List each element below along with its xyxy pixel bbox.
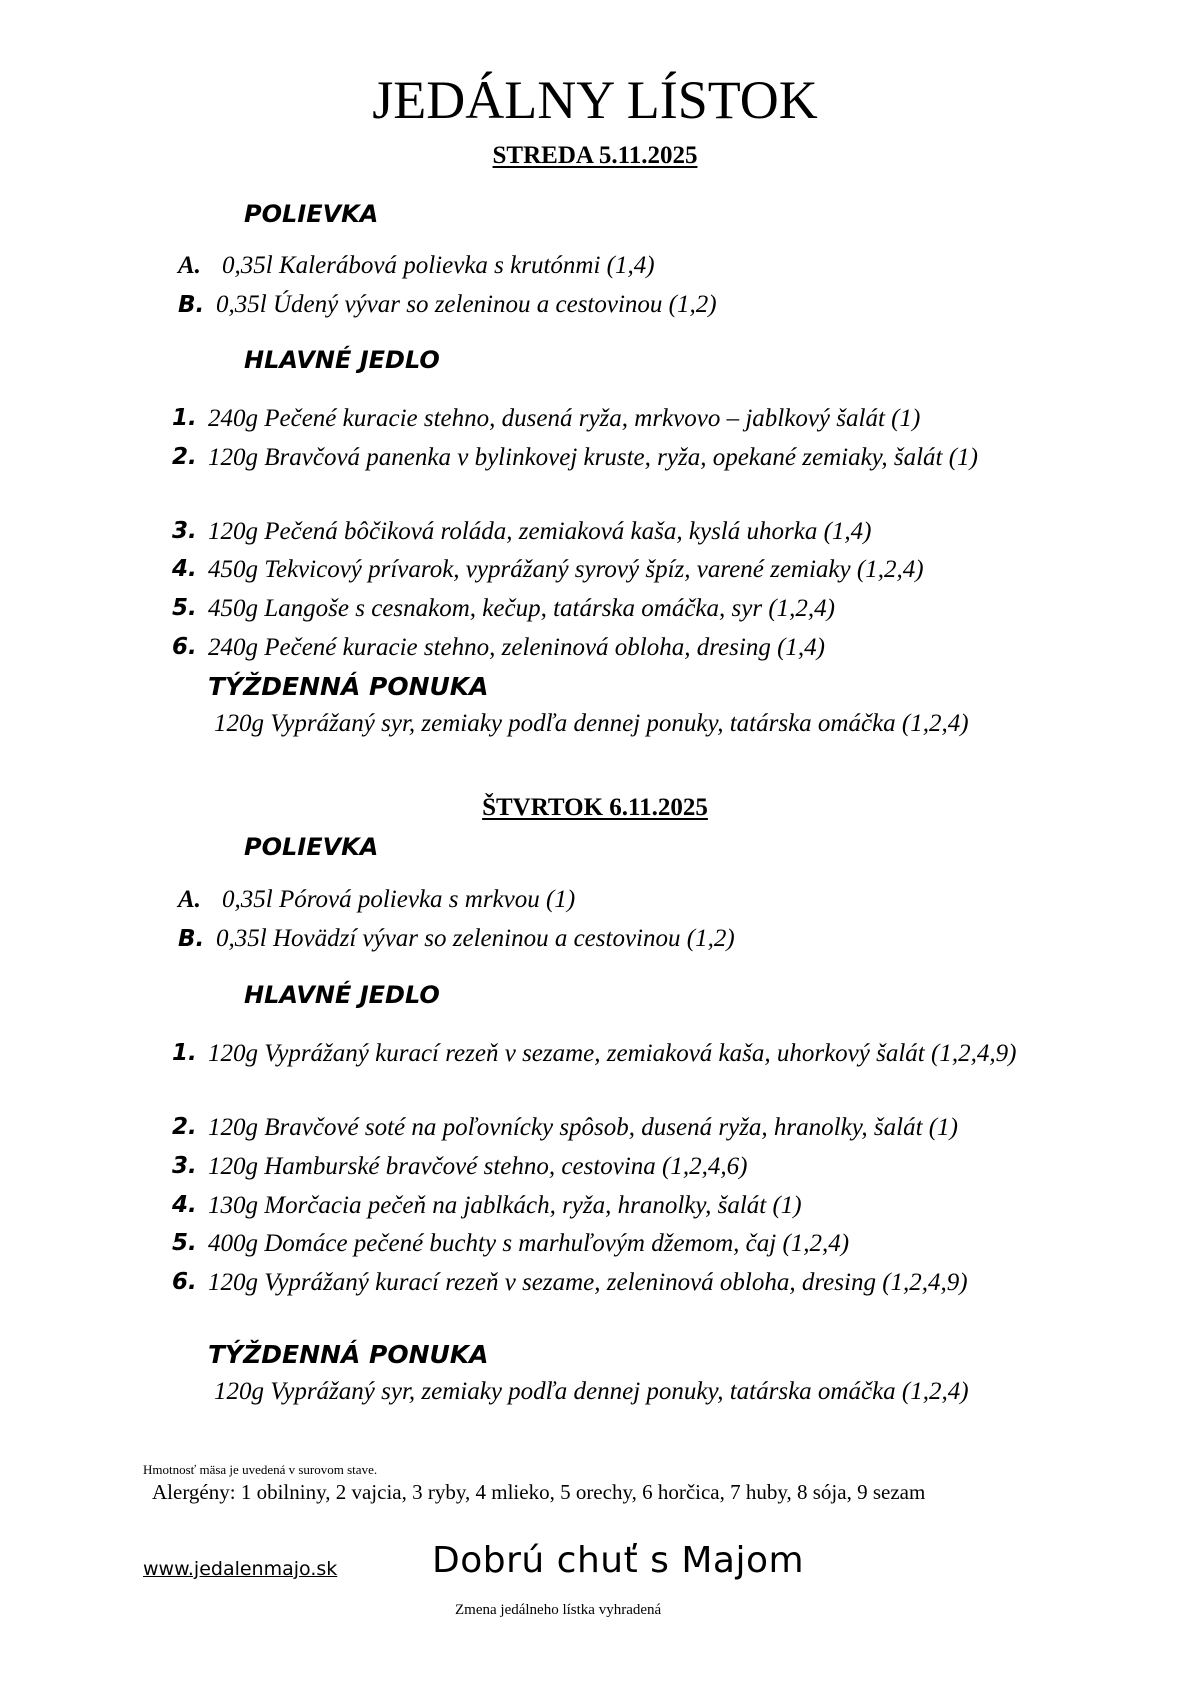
main-marker: 6. (172, 634, 197, 660)
main-marker: 2. (172, 1114, 197, 1140)
main-marker: 5. (172, 1230, 197, 1256)
website-link[interactable]: www.jedalenmajo.sk (143, 1558, 338, 1580)
day-heading-wednesday: STREDA 5.11.2025 (492, 142, 698, 169)
main-item: 120g Bravčová panenka v bylinkovej kruste, ryža, opekané zemiaky, šalát (1) (208, 444, 978, 471)
slogan: Dobrú chuť s Majom (432, 1540, 805, 1581)
soup-heading: POLIEVKA (244, 833, 379, 861)
weekly-heading: TÝŽDENNÁ PONUKA (208, 672, 489, 701)
soup-marker: A. (178, 886, 201, 913)
main-marker: 5. (172, 595, 197, 621)
main-item: 130g Morčacia pečeň na jablkách, ryža, hranolky, šalát (1) (208, 1192, 802, 1219)
main-item: 240g Pečené kuracie stehno, zeleninová obloha, dresing (1,4) (208, 634, 825, 661)
main-item: 120g Pečená bôčiková roláda, zemiaková kaša, kyslá uhorka (1,4) (208, 518, 872, 545)
main-item: 120g Bravčové soté na poľovnícky spôsob, dusená ryža, hranolky, šalát (1) (208, 1114, 958, 1141)
main-heading: HLAVNÉ JEDLO (244, 981, 440, 1009)
main-item: 450g Langoše s cesnakom, kečup, tatárska omáčka, syr (1,2,4) (208, 595, 835, 622)
meat-weight-note: Hmotnosť mäsa je uvedená v surovom stave. (143, 1462, 378, 1477)
weekly-item: 120g Vyprážaný syr, zemiaky podľa dennej ponuky, tatárska omáčka (1,2,4) (214, 1378, 969, 1405)
main-item: 240g Pečené kuracie stehno, dusená ryža, mrkvovo – jablkový šalát (1) (208, 405, 921, 432)
page-title: JEDÁLNY LÍSTOK (372, 70, 818, 130)
main-item: 120g Vyprážaný kurací rezeň v sezame, zeleninová obloha, dresing (1,2,4,9) (208, 1269, 968, 1296)
soup-item: 0,35l Údený vývar so zeleninou a cestovinou (1,2) (216, 291, 717, 318)
main-marker: 4. (172, 556, 197, 582)
soup-heading: POLIEVKA (244, 200, 379, 228)
weekly-item: 120g Vyprážaný syr, zemiaky podľa dennej ponuky, tatárska omáčka (1,2,4) (214, 710, 969, 737)
main-heading: HLAVNÉ JEDLO (244, 346, 440, 374)
main-marker: 6. (172, 1269, 197, 1295)
menu-change-note: Zmena jedálneho lístka vyhradená (455, 1602, 662, 1618)
main-marker: 4. (172, 1192, 197, 1218)
soup-item: 0,35l Hovädzí vývar so zeleninou a cestovinou (1,2) (216, 925, 735, 952)
allergens-legend: Alergény: 1 obilniny, 2 vajcia, 3 ryby, 4 mlieko, 5 orechy, 6 horčica, 7 huby, 8 sója, 9 sezam (152, 1480, 926, 1504)
main-marker: 1. (172, 405, 197, 431)
soup-marker: B. (178, 926, 205, 952)
day-heading-thursday: ŠTVRTOK 6.11.2025 (482, 794, 708, 821)
main-marker: 2. (172, 444, 197, 470)
main-item: 400g Domáce pečené buchty s marhuľovým džemom, čaj (1,2,4) (208, 1230, 850, 1257)
soup-item: 0,35l Kalerábová polievka s krutónmi (1,4) (222, 252, 655, 279)
main-item: 120g Hamburské bravčové stehno, cestovina (1,2,4,6) (208, 1153, 748, 1180)
main-marker: 3. (172, 518, 197, 544)
soup-item: 0,35l Pórová polievka s mrkvou (1) (222, 886, 576, 913)
main-item: 450g Tekvicový prívarok, vyprážaný syrový špíz, varené zemiaky (1,2,4) (208, 556, 924, 583)
soup-marker: A. (178, 252, 201, 279)
main-marker: 3. (172, 1153, 197, 1179)
main-item: 120g Vyprážaný kurací rezeň v sezame, zemiaková kaša, uhorkový šalát (1,2,4,9) (208, 1040, 1017, 1067)
main-marker: 1. (172, 1040, 197, 1066)
weekly-heading: TÝŽDENNÁ PONUKA (208, 1340, 489, 1369)
soup-marker: B. (178, 292, 205, 318)
